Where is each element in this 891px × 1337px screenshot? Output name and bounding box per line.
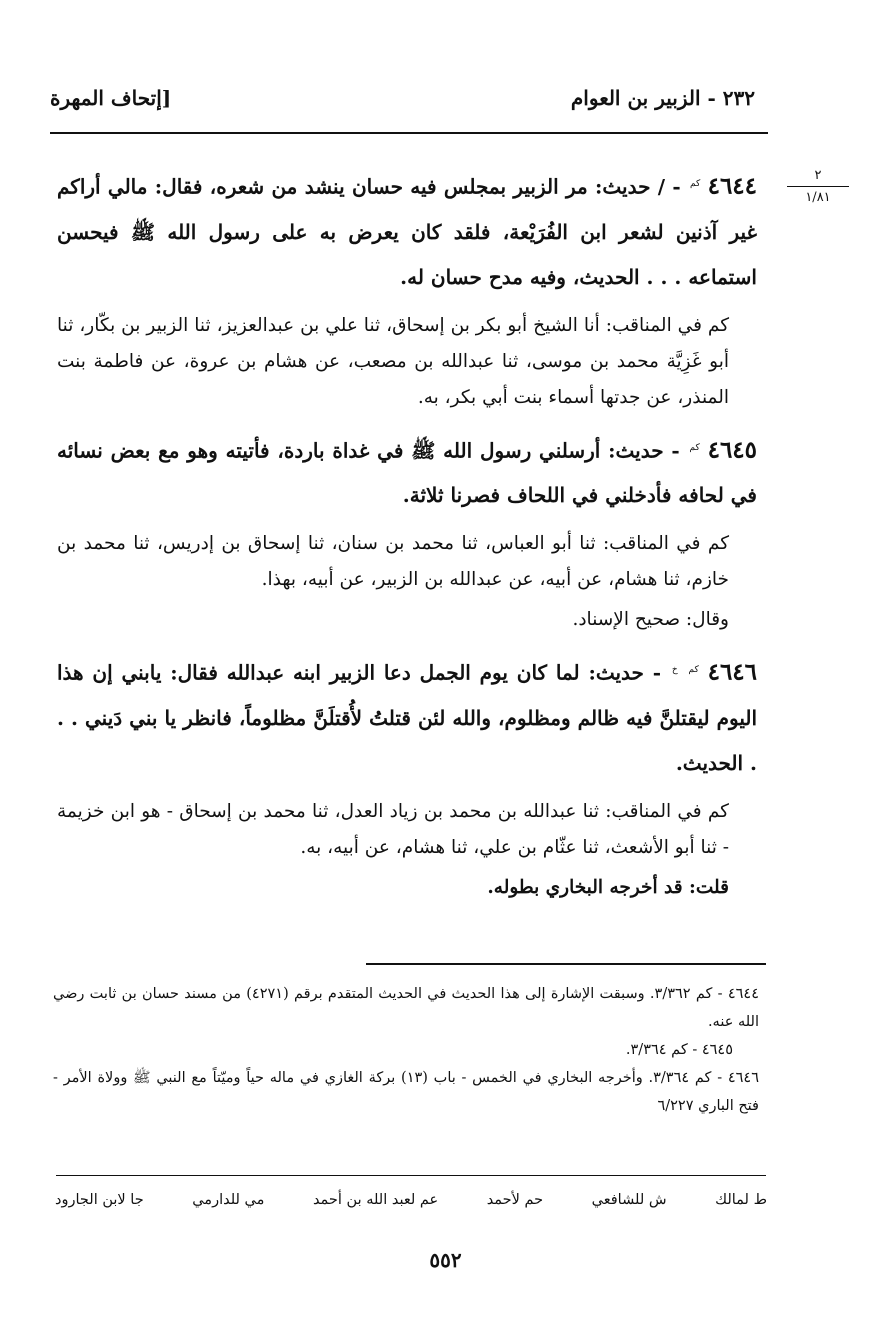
source-siglum: كم	[688, 665, 699, 676]
hadith-body: - / حديث: مر الزبير بمجلس فيه حسان ينشد من شعره، فقال: مالي أراكم غير آذنين لشعر ابن الفُرَيْعة، فلقد كان يعرض به على رسول الله ﷺ فيحسن استماعه . . . الحديث، وفيه مدح حسان له.	[57, 174, 757, 289]
hadith-text	[57, 648, 757, 786]
abbreviation-item: مي للدارمي	[192, 1192, 265, 1208]
margin-reference-bottom: ١/٨١	[805, 190, 831, 205]
editor-note: قلت: قد أخرجه البخاري بطوله.	[487, 876, 729, 898]
source-siglum: كم	[690, 179, 701, 189]
hadith-text	[57, 162, 757, 300]
margin-reference-divider	[787, 186, 849, 187]
running-header-book: [إتحاف المهرة	[50, 86, 172, 110]
abbreviation-item: جا لابن الجارود	[55, 1192, 144, 1208]
abbreviations-divider	[56, 1175, 766, 1176]
isnad-text: كم في المناقب: ثنا أبو العباس، ثنا محمد بن سنان، ثنا إسحاق بن إدريس، ثنا محمد بن خازم، ثنا هشام، عن أبيه، عن عبدالله بن الزبير، عن أبيه، بهذا.	[57, 533, 729, 591]
hadith-entry	[57, 162, 757, 416]
abbreviation-item: حم لأحمد	[486, 1192, 544, 1208]
margin-reference-top: ٢	[814, 168, 822, 183]
hadith-number: ٤٦٤٤	[707, 172, 758, 200]
page-number: ٥٥٢	[429, 1248, 462, 1272]
source-siglum: خ	[671, 665, 678, 676]
abbreviation-item: ش للشافعي	[591, 1192, 667, 1208]
footnotes	[53, 980, 759, 1120]
abbreviations-key	[55, 1192, 767, 1208]
hadith-number: ٤٦٤٥	[707, 436, 758, 464]
abbreviation-item: ط لمالك	[715, 1192, 767, 1208]
isnad-text: كم في المناقب: ثنا عبدالله بن محمد بن زياد العدل، ثنا محمد بن إسحاق - هو ابن خزيمة - ثنا أبو الأشعث، ثنا عثّام بن علي، ثنا هشام، عن أبيه، به.	[57, 800, 729, 858]
footnote: ٤٦٤٥ - كم ٣/٣٦٤.	[625, 1042, 733, 1058]
hadith-entry	[57, 648, 757, 906]
isnad-text: كم في المناقب: أنا الشيخ أبو بكر بن إسحاق، ثنا علي بن عبدالعزيز، ثنا الزبير بن بكّار، ثنا أبو غَزِيَّة محمد بن موسى، ثنا عبدالله بن مصعب، عن هشام بن عروة، عن فاطمة بنت المنذر، عن جدتها أسماء بنت أبي بكر، به.	[57, 314, 729, 408]
grading-text: وقال: صحيح الإسناد.	[572, 609, 729, 631]
footnote: ٤٦٤٤ - كم ٣/٣٦٢. وسبقت الإشارة إلى هذا الحديث في الحديث المتقدم برقم (٤٢٧١) من مسند حسان بن ثابت رضي الله عنه.	[53, 986, 760, 1030]
hadith-number: ٤٦٤٦	[707, 658, 758, 686]
hadith-body: - حديث: لما كان يوم الجمل دعا الزبير ابنه عبدالله فقال: يابني إن هذا اليوم ليقتلنَّ فيه ظالم ومظلوم، والله لئن قتلتُ لأُقتلَنَّ مظلوماً، فانظر يا بني دَيني . . . الحديث.	[57, 660, 757, 775]
header-divider	[50, 132, 768, 134]
source-siglum: كم	[689, 442, 700, 453]
hadith-entry	[57, 426, 757, 639]
footnote: ٤٦٤٦ - كم ٣/٣٦٤. وأخرجه البخاري في الخمس - باب (١٣) بركة الغازي في ماله حياً وميّتاً مع النبي ﷺ وولاة الأمر - فتح الباري ٦/٢٢٧	[53, 1070, 759, 1114]
hadith-body: - حديث: أرسلني رسول الله ﷺ في غداة باردة، فأتيته وهو مع بعض نسائه في لحافه فأدخلني في اللحاف فصرنا ثلاثة.	[57, 438, 757, 508]
running-header-chapter: ٢٣٢ - الزبير بن العوام	[570, 86, 755, 110]
main-text	[57, 162, 757, 906]
footnote-divider	[366, 963, 766, 965]
abbreviation-item: عم لعبد الله بن أحمد	[312, 1192, 439, 1208]
margin-reference	[787, 168, 849, 206]
hadith-text	[57, 426, 757, 519]
